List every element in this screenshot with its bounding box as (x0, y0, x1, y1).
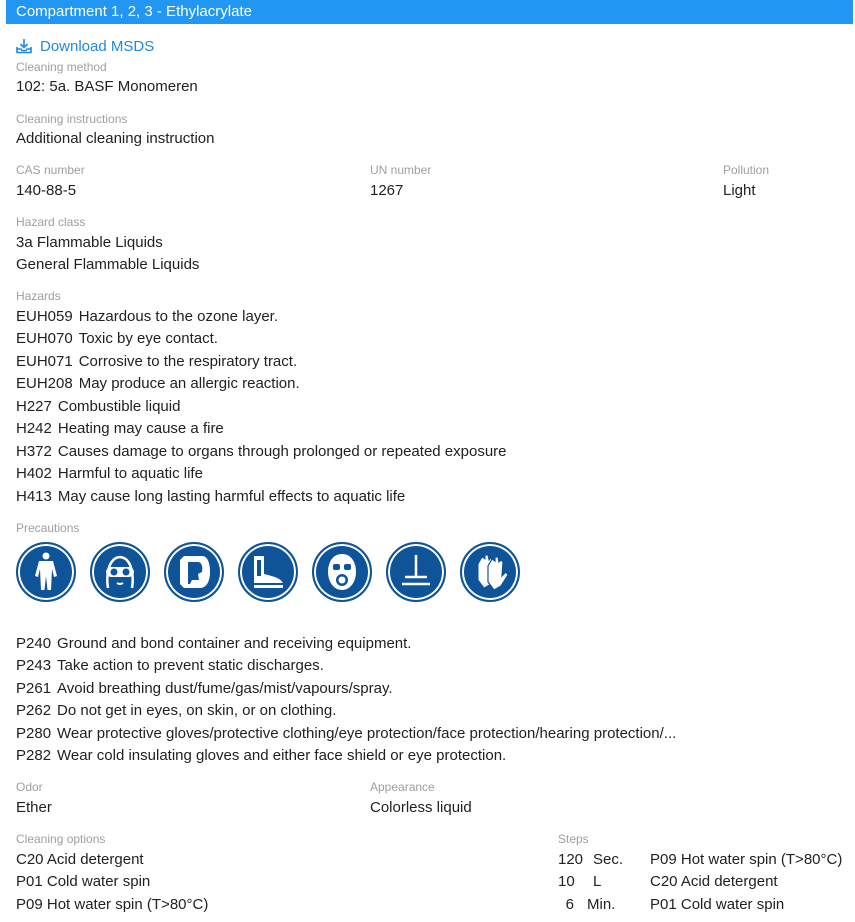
odor-value: Ether (16, 799, 52, 816)
hazards-label: Hazards (16, 289, 61, 303)
hazard-text: Hazardous to the ozone layer. (78, 308, 278, 325)
odor-label: Odor (16, 780, 43, 794)
precaution-code: P240 (16, 635, 52, 652)
appearance-label: Appearance (370, 780, 435, 794)
hazard-code: EUH070 (16, 330, 73, 347)
cleaning-option: P09 Hot water spin (T>80°C) (16, 896, 209, 913)
hazard-text: Heating may cause a fire (57, 420, 224, 437)
precaution-pictograms (16, 542, 534, 602)
hazard-text: Toxic by eye contact. (78, 330, 218, 347)
precaution-code: P282 (16, 747, 52, 764)
hazard-text: Harmful to aquatic life (57, 465, 203, 482)
hazard-code: EUH071 (16, 353, 73, 370)
hazard-class-value: 3a Flammable Liquids (16, 234, 163, 251)
precaution-text: Take action to prevent static discharges. (57, 657, 324, 674)
precaution-text: Wear cold insulating gloves and either face shield or eye protection. (57, 747, 507, 764)
step-action: C20 Acid detergent (650, 873, 778, 890)
safety-goggles-icon (90, 542, 150, 602)
precaution-statement (16, 746, 506, 766)
hazard-statement (16, 329, 218, 349)
protective-suit-icon (16, 542, 76, 602)
cleaning-instructions-value: Additional cleaning instruction (16, 130, 215, 147)
hazard-text: Combustible liquid (57, 398, 181, 415)
precaution-statement (16, 634, 411, 654)
un-number-label: UN number (370, 163, 432, 177)
hazard-code: H413 (16, 488, 52, 505)
hazard-text: May cause long lasting harmful effects to aquatic life (57, 488, 406, 505)
hazard-code: EUH208 (16, 375, 73, 392)
cleaning-option: C20 Acid detergent (16, 851, 144, 868)
step-row (558, 850, 848, 870)
hazard-statement (16, 352, 297, 372)
un-number-value: 1267 (370, 182, 404, 199)
safety-boots-icon (238, 542, 298, 602)
pollution-value: Light (723, 182, 756, 199)
ground-earth-icon (386, 542, 446, 602)
cleaning-instructions-label: Cleaning instructions (16, 112, 128, 126)
precaution-code: P261 (16, 680, 52, 697)
cleaning-method-label: Cleaning method (16, 60, 107, 74)
download-icon (15, 38, 33, 54)
precaution-statement (16, 679, 393, 699)
step-unit: Sec. (593, 851, 624, 868)
step-row (558, 872, 848, 892)
step-amount: 120 (558, 851, 584, 868)
compartment-header: Compartment 1, 2, 3 - Ethylacrylate (6, 0, 853, 24)
precaution-text: Ground and bond container and receiving equipment. (57, 635, 412, 652)
step-row (558, 895, 848, 915)
hazard-code: H242 (16, 420, 52, 437)
hazard-statement (16, 374, 300, 394)
precaution-code: P262 (16, 702, 52, 719)
appearance-value: Colorless liquid (370, 799, 472, 816)
hazard-code: H402 (16, 465, 52, 482)
face-shield-icon (164, 542, 224, 602)
step-amount: 10 (558, 873, 575, 890)
download-msds-link[interactable] (15, 36, 154, 56)
cleaning-method-value: 102: 5a. BASF Monomeren (16, 78, 198, 95)
precaution-text: Do not get in eyes, on skin, or on clothing. (57, 702, 337, 719)
precaution-code: P243 (16, 657, 52, 674)
hazard-statement (16, 307, 278, 327)
step-action: P01 Cold water spin (650, 896, 785, 913)
pollution-label: Pollution (723, 163, 770, 177)
cas-number-label: CAS number (16, 163, 85, 177)
hazard-statement (16, 464, 203, 484)
hazard-text: Corrosive to the respiratory tract. (78, 353, 298, 370)
steps-label: Steps (558, 832, 589, 846)
cleaning-options-label: Cleaning options (16, 832, 106, 846)
hazard-code: EUH059 (16, 308, 73, 325)
hazard-class-value: General Flammable Liquids (16, 256, 200, 273)
hazard-statement (16, 397, 180, 417)
precaution-statement (16, 656, 324, 676)
hazard-class-label: Hazard class (16, 215, 86, 229)
protective-gloves-icon (460, 542, 520, 602)
hazard-code: H227 (16, 398, 52, 415)
hazard-text: May produce an allergic reaction. (78, 375, 300, 392)
hazard-code: H372 (16, 443, 52, 460)
precaution-statement (16, 701, 336, 721)
cleaning-option: P01 Cold water spin (16, 873, 151, 890)
hazard-statement (16, 442, 507, 462)
download-msds-label[interactable]: Download MSDS (40, 37, 155, 55)
step-amount: 6 (565, 896, 574, 913)
precaution-code: P280 (16, 725, 52, 742)
precautions-label: Precautions (16, 521, 80, 535)
hazard-statement (16, 487, 405, 507)
respirator-mask-icon (312, 542, 372, 602)
hazard-statement (16, 419, 224, 439)
precaution-text: Wear protective gloves/protective clothing/eye protection/face protection/hearing protection/... (57, 725, 677, 742)
precaution-text: Avoid breathing dust/fume/gas/mist/vapours/spray. (57, 680, 393, 697)
step-unit: L (593, 873, 602, 890)
step-unit: Min. (587, 896, 616, 913)
step-action: P09 Hot water spin (T>80°C) (650, 851, 843, 868)
precaution-statement (16, 724, 676, 744)
hazard-text: Causes damage to organs through prolonged or repeated exposure (57, 443, 507, 460)
cas-number-value: 140-88-5 (16, 182, 77, 199)
